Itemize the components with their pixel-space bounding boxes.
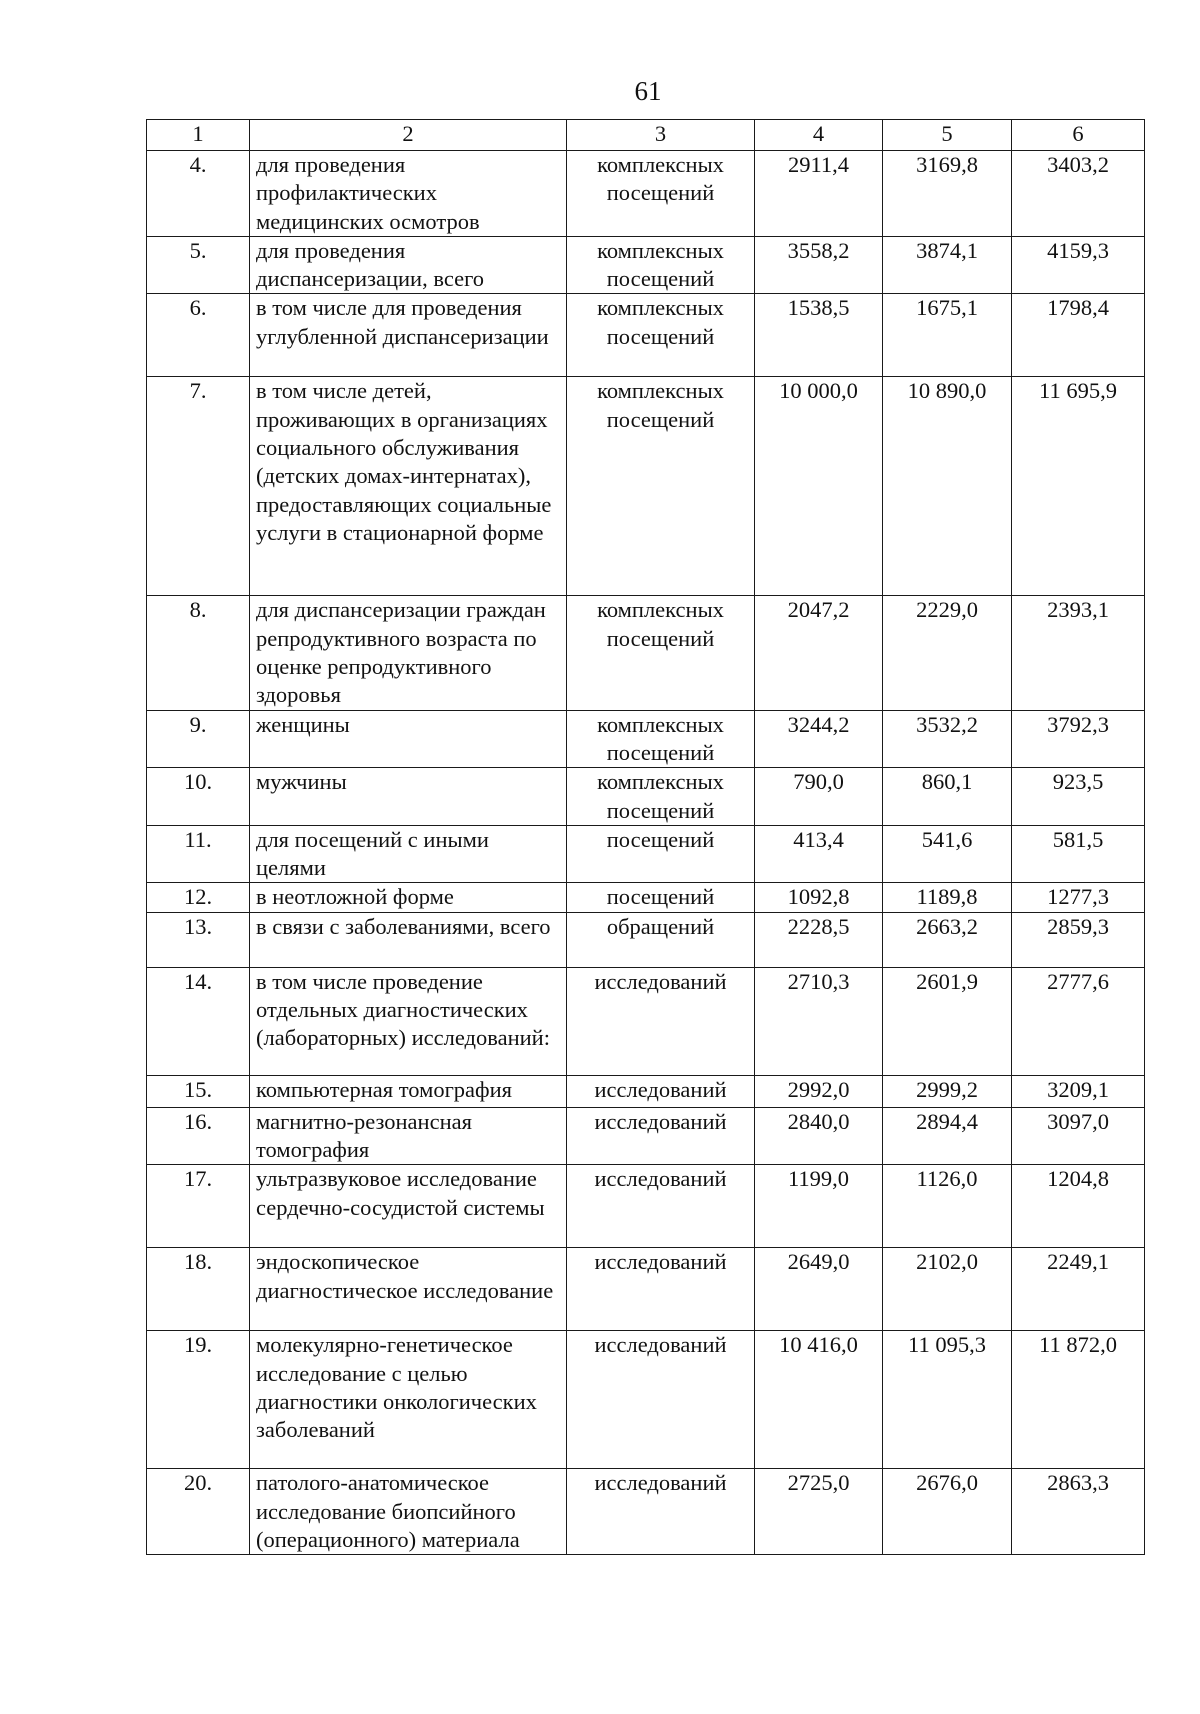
row-number: 7.: [147, 377, 250, 596]
row-indicator-name: женщины: [250, 710, 567, 768]
row-unit: исследований: [567, 1469, 755, 1555]
row-value-col6: 3209,1: [1012, 1075, 1145, 1107]
row-indicator-name: в неотложной форме: [250, 883, 567, 912]
row-value-col5: 2663,2: [883, 912, 1012, 967]
row-value-col4: 2228,5: [755, 912, 883, 967]
row-value-col4: 10 000,0: [755, 377, 883, 596]
row-value-col5: 3532,2: [883, 710, 1012, 768]
row-unit: исследований: [567, 1075, 755, 1107]
row-unit: комплексных посещений: [567, 768, 755, 826]
row-indicator-name: в том числе детей, проживающих в организациях социального обслуживания (детских домах-интернатах), предоставляющих социальные услуги в стационарной форме: [250, 377, 567, 596]
row-value-col4: 790,0: [755, 768, 883, 826]
row-number: 14.: [147, 967, 250, 1075]
page-number: 61: [634, 76, 662, 106]
row-value-col5: 2601,9: [883, 967, 1012, 1075]
row-unit: комплексных посещений: [567, 710, 755, 768]
row-value-col4: 2911,4: [755, 151, 883, 237]
row-value-col6: 4159,3: [1012, 236, 1145, 294]
table-row: [147, 883, 1145, 912]
row-indicator-name: компьютерная томография: [250, 1075, 567, 1107]
table-body: [147, 120, 1145, 1555]
row-number: 19.: [147, 1331, 250, 1469]
row-indicator-name: в том числе для проведения углубленной диспансеризации: [250, 294, 567, 377]
row-value-col6: 2249,1: [1012, 1248, 1145, 1331]
table-row: [147, 1075, 1145, 1107]
table-row: [147, 1469, 1145, 1555]
row-value-col5: 1189,8: [883, 883, 1012, 912]
row-indicator-name: для посещений с иными целями: [250, 825, 567, 883]
data-table: [146, 119, 1145, 1555]
row-value-col4: 413,4: [755, 825, 883, 883]
row-indicator-name: мужчины: [250, 768, 567, 826]
row-unit: исследований: [567, 1107, 755, 1165]
row-unit: исследований: [567, 967, 755, 1075]
row-value-col6: 11 695,9: [1012, 377, 1145, 596]
row-value-col6: 1204,8: [1012, 1165, 1145, 1248]
row-value-col6: 2859,3: [1012, 912, 1145, 967]
table-row: [147, 151, 1145, 237]
row-value-col5: 2999,2: [883, 1075, 1012, 1107]
row-value-col5: 1126,0: [883, 1165, 1012, 1248]
row-indicator-name: магнитно-резонансная томография: [250, 1107, 567, 1165]
row-unit: обращений: [567, 912, 755, 967]
row-value-col4: 2649,0: [755, 1248, 883, 1331]
table-row: [147, 768, 1145, 826]
table-row: [147, 596, 1145, 710]
row-value-col4: 2840,0: [755, 1107, 883, 1165]
row-value-col5: 2676,0: [883, 1469, 1012, 1555]
row-value-col4: 1538,5: [755, 294, 883, 377]
row-unit: комплексных посещений: [567, 294, 755, 377]
row-number: 5.: [147, 236, 250, 294]
row-value-col4: 1092,8: [755, 883, 883, 912]
table-row: [147, 294, 1145, 377]
row-unit: комплексных посещений: [567, 151, 755, 237]
row-value-col4: 3558,2: [755, 236, 883, 294]
row-indicator-name: для проведения профилактических медицинских осмотров: [250, 151, 567, 237]
row-value-col5: 541,6: [883, 825, 1012, 883]
row-unit: исследований: [567, 1331, 755, 1469]
row-value-col6: 1798,4: [1012, 294, 1145, 377]
row-number: 20.: [147, 1469, 250, 1555]
header-cell-4: 4: [755, 120, 883, 151]
row-indicator-name: в связи с заболеваниями, всего: [250, 912, 567, 967]
row-value-col6: 11 872,0: [1012, 1331, 1145, 1469]
row-number: 16.: [147, 1107, 250, 1165]
row-indicator-name: для проведения диспансеризации, всего: [250, 236, 567, 294]
row-unit: посещений: [567, 883, 755, 912]
row-unit: комплексных посещений: [567, 596, 755, 710]
row-number: 9.: [147, 710, 250, 768]
row-indicator-name: патолого-анатомическое исследование биопсийного (операционного) материала: [250, 1469, 567, 1555]
row-value-col5: 11 095,3: [883, 1331, 1012, 1469]
row-unit: посещений: [567, 825, 755, 883]
row-indicator-name: в том числе проведение отдельных диагностических (лабораторных) исследований:: [250, 967, 567, 1075]
row-unit: исследований: [567, 1248, 755, 1331]
row-unit: исследований: [567, 1165, 755, 1248]
table-row: [147, 710, 1145, 768]
row-number: 18.: [147, 1248, 250, 1331]
row-number: 12.: [147, 883, 250, 912]
row-indicator-name: эндоскопическое диагностическое исследование: [250, 1248, 567, 1331]
table-row: [147, 1248, 1145, 1331]
row-value-col5: 10 890,0: [883, 377, 1012, 596]
row-value-col4: 2710,3: [755, 967, 883, 1075]
row-number: 13.: [147, 912, 250, 967]
row-value-col4: 10 416,0: [755, 1331, 883, 1469]
header-cell-2: 2: [250, 120, 567, 151]
row-value-col4: 2725,0: [755, 1469, 883, 1555]
header-cell-6: 6: [1012, 120, 1145, 151]
header-cell-3: 3: [567, 120, 755, 151]
row-number: 10.: [147, 768, 250, 826]
row-value-col4: 1199,0: [755, 1165, 883, 1248]
row-value-col5: 3874,1: [883, 236, 1012, 294]
table-row: [147, 825, 1145, 883]
row-indicator-name: ультразвуковое исследование сердечно-сосудистой системы: [250, 1165, 567, 1248]
row-indicator-name: молекулярно-генетическое исследование с целью диагностики онкологических заболеваний: [250, 1331, 567, 1469]
row-value-col6: 2393,1: [1012, 596, 1145, 710]
row-value-col4: 2992,0: [755, 1075, 883, 1107]
row-value-col4: 2047,2: [755, 596, 883, 710]
table-row: [147, 967, 1145, 1075]
row-value-col5: 2229,0: [883, 596, 1012, 710]
row-value-col5: 2894,4: [883, 1107, 1012, 1165]
header-cell-1: 1: [147, 120, 250, 151]
row-value-col6: 581,5: [1012, 825, 1145, 883]
table-row: [147, 377, 1145, 596]
row-number: 6.: [147, 294, 250, 377]
row-value-col5: 1675,1: [883, 294, 1012, 377]
row-value-col5: 860,1: [883, 768, 1012, 826]
row-value-col4: 3244,2: [755, 710, 883, 768]
table-row: [147, 1331, 1145, 1469]
table-row: [147, 236, 1145, 294]
table-row: [147, 1107, 1145, 1165]
row-value-col6: 1277,3: [1012, 883, 1145, 912]
row-number: 8.: [147, 596, 250, 710]
table-header-row: [147, 120, 1145, 151]
row-value-col5: 2102,0: [883, 1248, 1012, 1331]
row-value-col6: 923,5: [1012, 768, 1145, 826]
row-number: 17.: [147, 1165, 250, 1248]
row-value-col5: 3169,8: [883, 151, 1012, 237]
row-value-col6: 2863,3: [1012, 1469, 1145, 1555]
row-value-col6: 3097,0: [1012, 1107, 1145, 1165]
table-row: [147, 912, 1145, 967]
row-value-col6: 3403,2: [1012, 151, 1145, 237]
row-value-col6: 2777,6: [1012, 967, 1145, 1075]
row-number: 4.: [147, 151, 250, 237]
row-indicator-name: для диспансеризации граждан репродуктивного возраста по оценке репродуктивного здоровья: [250, 596, 567, 710]
row-value-col6: 3792,3: [1012, 710, 1145, 768]
table-row: [147, 1165, 1145, 1248]
row-unit: комплексных посещений: [567, 236, 755, 294]
header-cell-5: 5: [883, 120, 1012, 151]
row-number: 15.: [147, 1075, 250, 1107]
row-number: 11.: [147, 825, 250, 883]
row-unit: комплексных посещений: [567, 377, 755, 596]
